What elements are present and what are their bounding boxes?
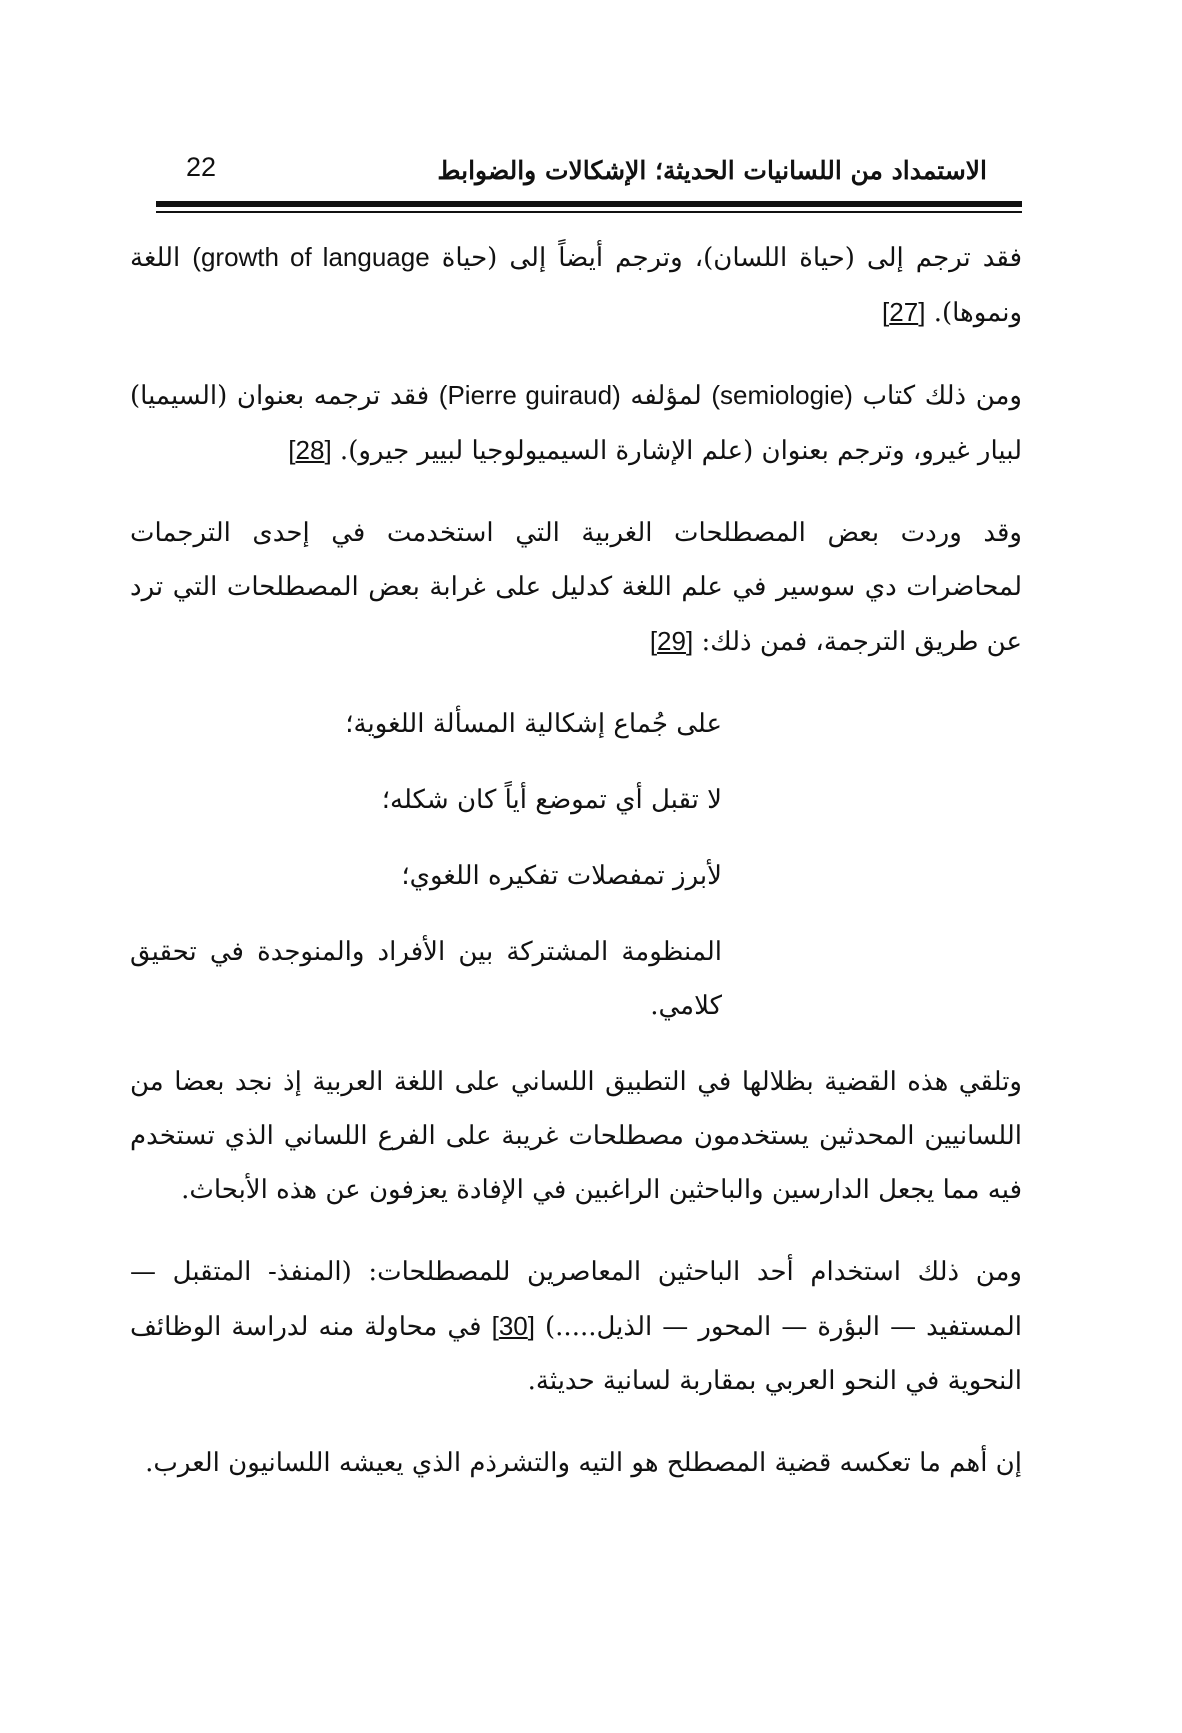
header-rule-thin: [156, 211, 1022, 213]
paragraph: وتلقي هذه القضية بظلالها في التطبيق اللساني على اللغة العربية إذ نجد بعضا من اللسانيين المحدثين يستخدمون مصطلحات غريبة على الفرع اللساني الذي تستخدم فيه مما يجعل الدارسين والباحثين الراغبين في الإفادة يعزفون عن هذه الأبحاث.: [130, 1067, 1022, 1205]
footnote-ref[interactable]: [29]: [649, 626, 694, 656]
list-item: لا تقبل أي تموضع أياً كان شكله؛: [381, 785, 722, 815]
list-item: على جُماع إشكالية المسألة اللغوية؛: [345, 709, 722, 739]
paragraph: ومن ذلك كتاب (semiologie) لمؤلفه (Pierre guiraud) فقد ترجمه بعنوان (السيميا) لبيار غيرو، وترجم بعنوان (علم الإشارة السيميولوجيا لبيير جيرو). [28]: [130, 380, 1022, 466]
running-title: الاستمداد من اللسانيات الحديثة؛ الإشكالات والضوابط: [437, 156, 987, 185]
footnote-ref[interactable]: [28]: [288, 435, 332, 465]
body-text: [130, 230, 1022, 1518]
page-number: 22: [186, 152, 217, 182]
footnote-ref[interactable]: [27]: [882, 297, 926, 327]
paragraph: ومن ذلك استخدام أحد الباحثين المعاصرين للمصطلحات: (المنفذ- المتقبل — المستفيد — البؤرة — المحور — الذيل.....) [30] في محاولة منه لدراسة الوظائف النحوية في النحو العربي بمقاربة لسانية حديثة.: [130, 1257, 1022, 1396]
paragraph: إن أهم ما تعكسه قضية المصطلح هو التيه والتشرذم الذي يعيشه اللسانيون العرب.: [145, 1448, 1022, 1478]
paragraph: فقد ترجم إلى (حياة اللسان)، وترجم أيضاً إلى (حياة growth of language) اللغة ونموها). [27]: [130, 242, 1022, 328]
list-item: لأبرز تمفصلات تفكيره اللغوي؛: [401, 861, 722, 891]
footnote-ref[interactable]: [30]: [491, 1311, 535, 1341]
paragraph: وقد وردت بعض المصطلحات الغربية التي استخدمت في إحدى الترجمات لمحاضرات دي سوسير في علم اللغة كدليل على غرابة بعض المصطلحات التي ترد عن طريق الترجمة، فمن ذلك: [29]: [130, 518, 1022, 657]
header-rule-thick: [156, 201, 1022, 207]
list-item: المنظومة المشتركة بين الأفراد والمنوجدة في تحقيق كلامي.: [130, 937, 722, 1021]
